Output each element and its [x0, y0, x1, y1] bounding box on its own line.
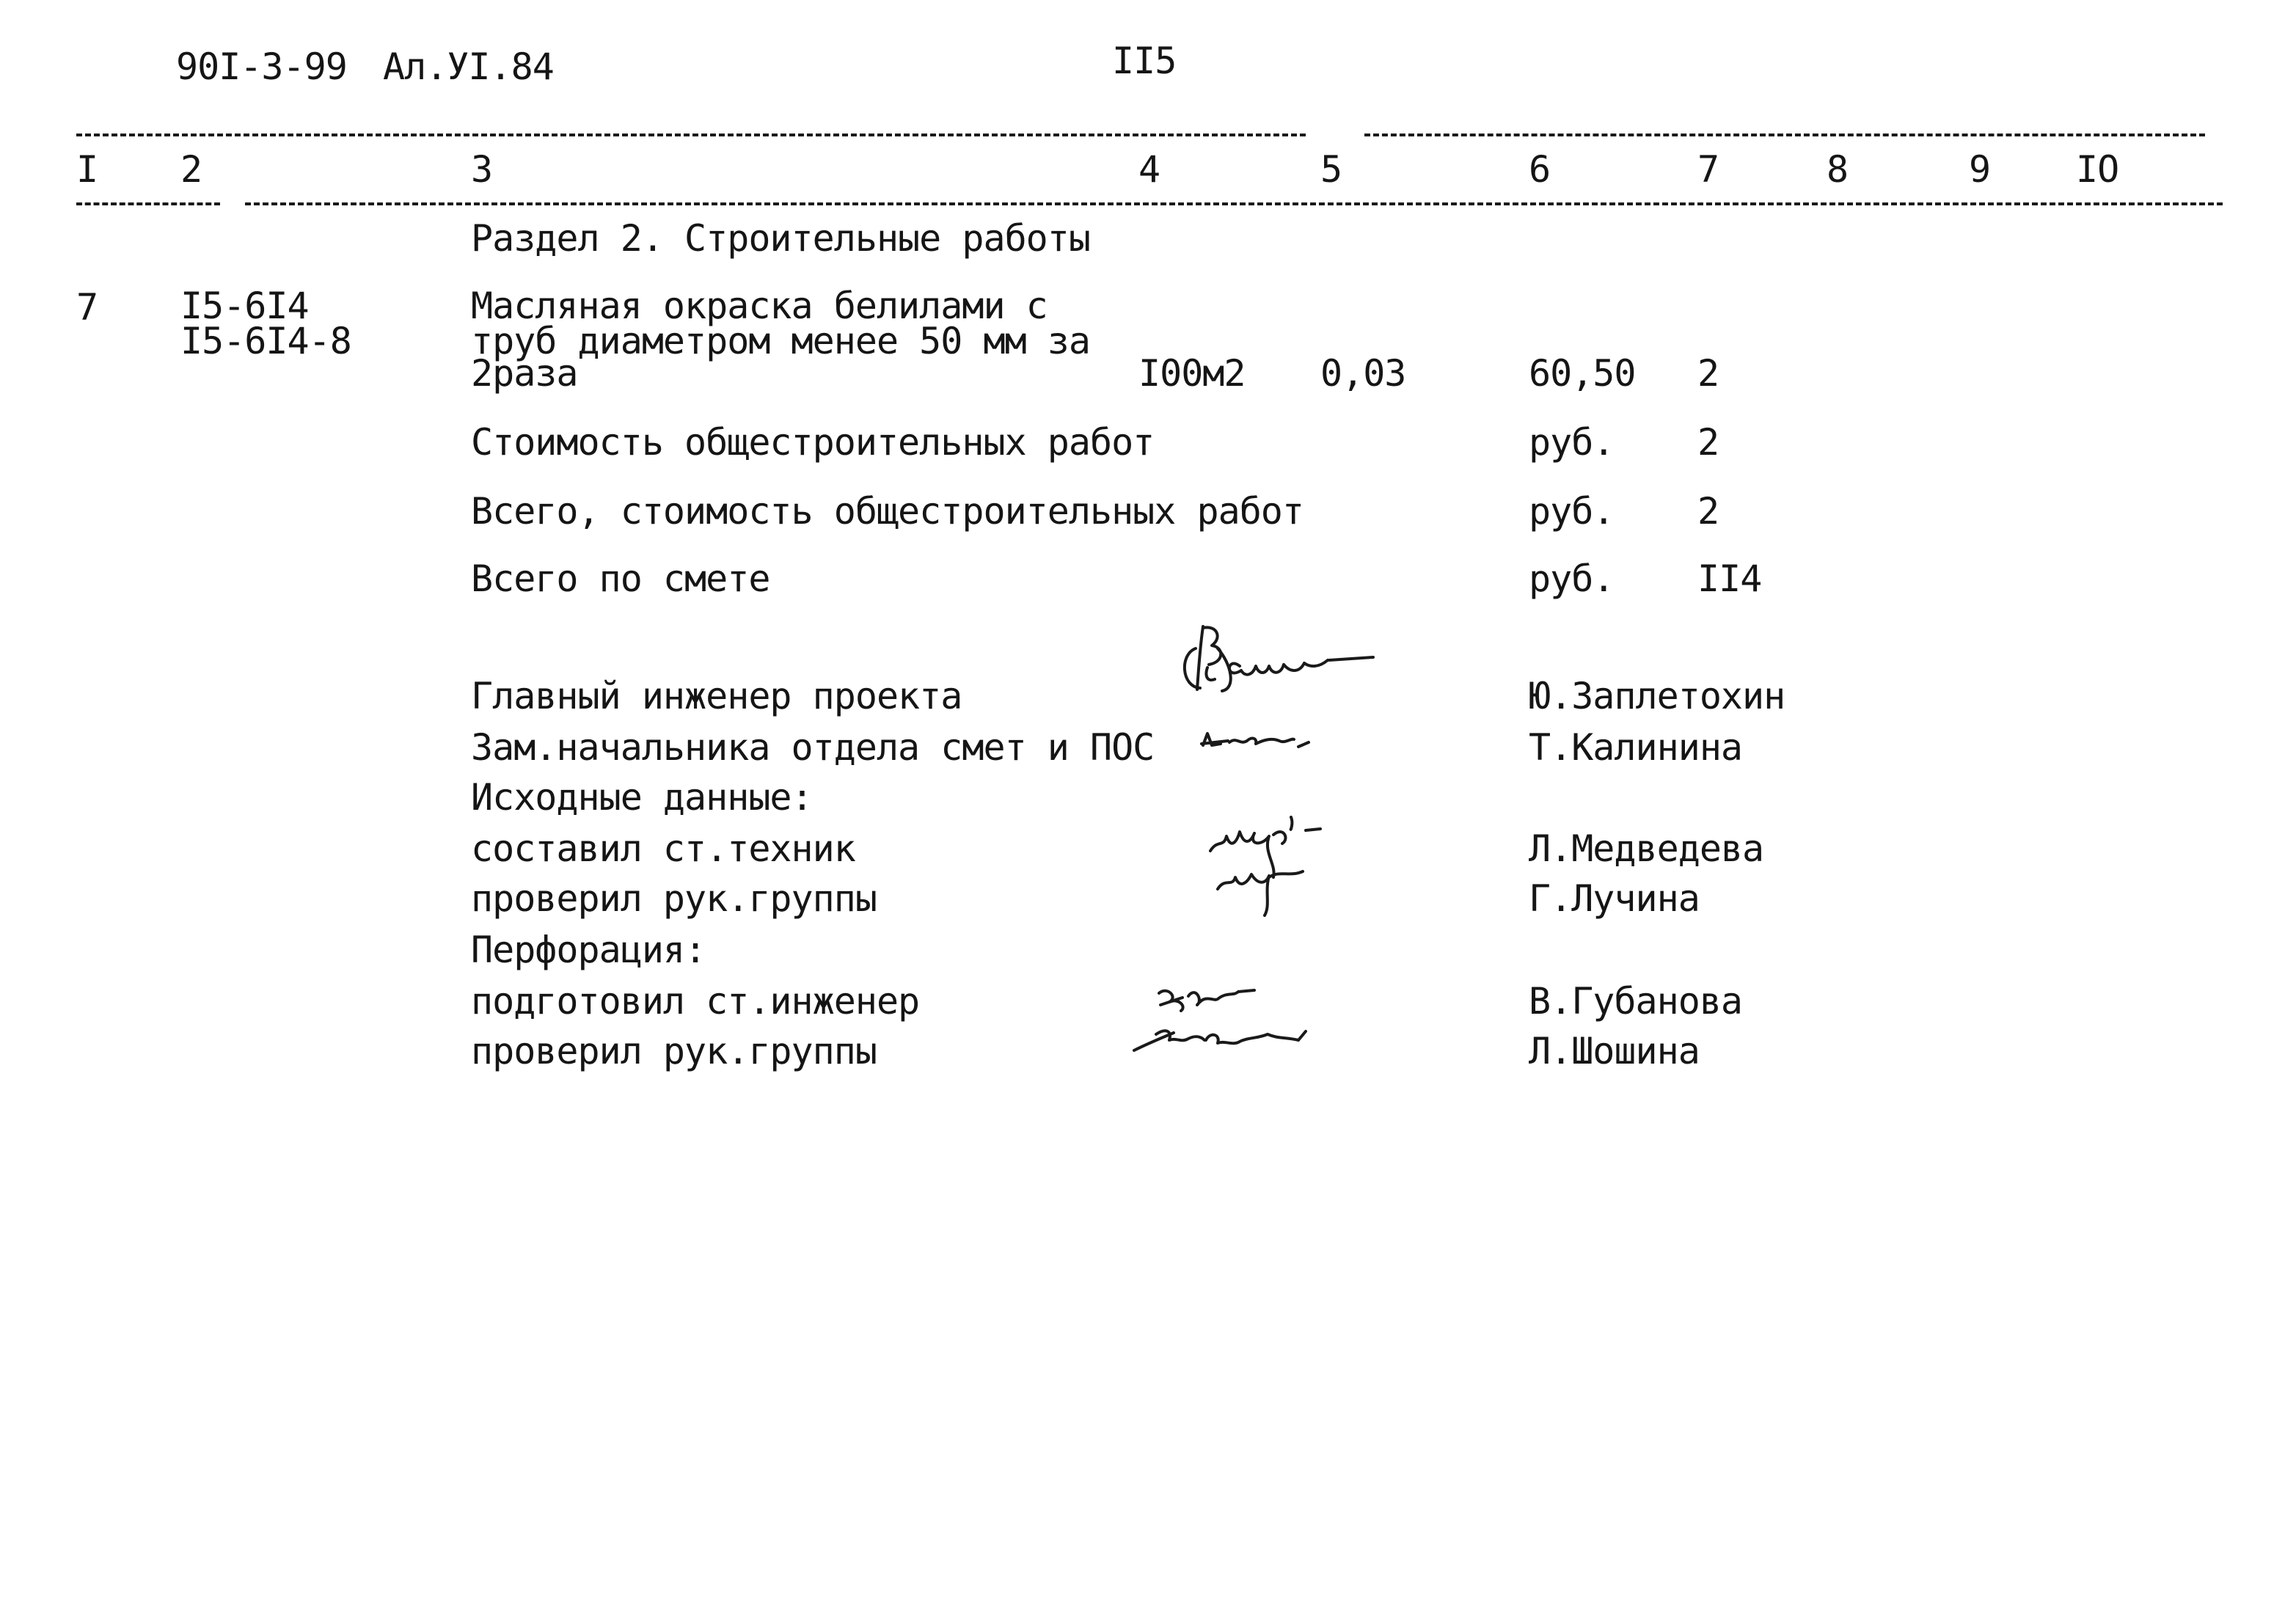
total-label-all-general: Всего, стоимость общестроительных работ — [471, 490, 1304, 533]
signature-mark-prepared-checked — [1124, 976, 1366, 1064]
total-unit-all-general: руб. — [1529, 490, 1615, 533]
header-rule-top-left — [76, 134, 1306, 136]
item-code-secondary: I5-6I4-8 — [180, 320, 351, 362]
signer-name-checked-2: Л.Шошина — [1529, 1030, 1700, 1072]
signature-role-compiled: составил ст.техник — [471, 827, 855, 870]
column-header-9: 9 — [1969, 148, 1991, 191]
total-label-general: Стоимость общестроительных работ — [471, 421, 1155, 464]
signature-role-deputy-head: Зам.начальника отдела смет и ПОС — [471, 726, 1155, 769]
page-number: II5 — [1112, 40, 1177, 82]
column-header-5: 5 — [1320, 148, 1342, 191]
column-header-3: 3 — [471, 148, 493, 191]
item-description-line-2: труб диаметром менее 50 мм за — [471, 320, 1090, 362]
column-header-4: 4 — [1138, 148, 1160, 191]
item-unit: I00м2 — [1138, 352, 1246, 395]
total-unit-estimate: руб. — [1529, 557, 1615, 600]
column-header-10: IO — [2076, 148, 2119, 191]
total-label-estimate: Всего по смете — [471, 557, 770, 600]
signature-mark-deputy-head — [1199, 726, 1345, 763]
total-value-estimate: II4 — [1697, 557, 1762, 600]
signer-name-compiled: Л.Медведева — [1529, 827, 1764, 870]
item-number: 7 — [76, 286, 98, 329]
signature-mark-compiled-checked — [1203, 810, 1372, 920]
header-rule-bottom-b — [245, 202, 2223, 205]
item-description-line-3: 2раза — [471, 352, 578, 395]
column-header-1: I — [76, 148, 98, 191]
signature-heading-source-data: Исходные данные: — [471, 776, 813, 819]
item-unit-price: 60,50 — [1529, 352, 1636, 395]
total-value-all-general: 2 — [1697, 490, 1719, 533]
signer-name-deputy-head: Т.Калинина — [1529, 726, 1743, 769]
item-cost: 2 — [1697, 352, 1719, 395]
document-code: 90I-3-99 — [176, 45, 347, 88]
column-header-6: 6 — [1529, 148, 1551, 191]
column-header-8: 8 — [1827, 148, 1849, 191]
signer-name-chief-engineer: Ю.Заплетохин — [1529, 675, 1785, 717]
signature-role-chief-engineer: Главный инженер проекта — [471, 675, 962, 717]
header-rule-top-right — [1364, 134, 2205, 136]
item-code-primary: I5-6I4 — [180, 285, 309, 327]
signature-role-checked-1: проверил рук.группы — [471, 877, 877, 920]
signature-role-prepared: подготовил ст.инженер — [471, 980, 920, 1023]
signature-mark-chief-engineer — [1174, 622, 1423, 695]
column-header-2: 2 — [180, 148, 202, 191]
item-description-line-1: Масляная окраска белилами с — [471, 285, 1048, 327]
signature-heading-perforation: Перфорация: — [471, 929, 706, 971]
header-rule-bottom-a — [76, 202, 220, 205]
total-value-general: 2 — [1697, 421, 1719, 464]
album-code: Ал.УI.84 — [383, 45, 554, 88]
signature-role-checked-2: проверил рук.группы — [471, 1030, 877, 1072]
total-unit-general: руб. — [1529, 421, 1615, 464]
signer-name-checked-1: Г.Лучина — [1529, 877, 1700, 920]
item-quantity: 0,03 — [1320, 352, 1406, 395]
column-header-7: 7 — [1697, 148, 1719, 191]
section-title: Раздел 2. Строительные работы — [471, 217, 1090, 260]
signer-name-prepared: В.Губанова — [1529, 980, 1743, 1023]
